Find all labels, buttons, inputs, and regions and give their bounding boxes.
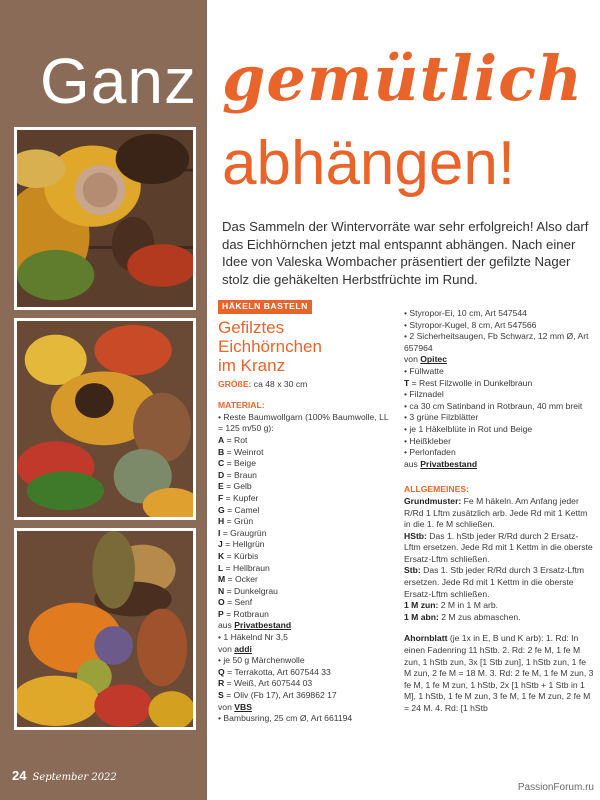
material-label: MATERIAL: xyxy=(218,400,265,411)
page-number: 24 xyxy=(12,768,27,783)
material-key: C xyxy=(218,458,225,469)
instructions-column xyxy=(404,308,594,715)
material-value: = Kürbis xyxy=(224,550,259,561)
material-value: = Hellgrün xyxy=(222,539,265,550)
abn-text: 2 M zus abmaschen. xyxy=(438,611,521,622)
list-item: • je 1 Häkelblüte in Rot und Beige xyxy=(404,423,533,434)
material-key: E xyxy=(218,481,224,492)
brand-addi: addi xyxy=(234,643,252,654)
intro-paragraph: Das Sammeln der Wintervorräte war sehr erfolgreich! Also darf das Eichhörnchen jetzt mal entspannt abhängen. Nach einer Idee von Valeska Wombacher präsentiert der gefilzte Nager stolz die gehäkelten Herbstfrüchte im Rund. xyxy=(222,219,589,287)
source-line xyxy=(218,644,390,656)
ahornblatt-text: (je 1x in E, B und K arb): 1. Rd: In einen Fadenring 11 hStb. 2. Rd: 2 fe M, 1 fe M zun, 1 hStb zun, 3x [1 Stb zun], 1 hStb zun, 1 fe M zun, 2 fe M = 18 M. 3. Rd: 2 fe M, 1 fe M zun, 3 fe M, 1 fe M zun, 1 hStb, 2x [1 hStb + 1 Stb in 1 M], 1 hStb, 1 fe M zun, 3 fe M, 1 fe M zun, 2 fe M = 24 M. 4. Rd: [1 hStb xyxy=(404,633,594,713)
ahornblatt-label: Ahornblatt xyxy=(404,633,448,644)
stb-label: Stb: xyxy=(404,565,421,576)
headline-ganz: Ganz xyxy=(40,45,197,117)
material-row xyxy=(218,586,390,598)
wool-colors-list xyxy=(218,667,390,702)
zun-text: 2 M in 1 M arb. xyxy=(438,600,499,611)
brand-vbs: VBS xyxy=(234,701,252,712)
photo-sunflower-wreath xyxy=(14,127,196,310)
material-row xyxy=(218,481,390,493)
t-key: T xyxy=(404,377,410,388)
material-row xyxy=(218,667,390,679)
material-value: = Hellbraun xyxy=(223,562,270,573)
aus-text: aus xyxy=(218,620,235,631)
abn-label: 1 M abn: xyxy=(404,611,439,622)
material-value: = Ocker xyxy=(225,574,258,585)
material-row xyxy=(218,597,390,609)
material-key: J xyxy=(218,539,223,550)
size-line xyxy=(218,379,390,391)
material-key: Q xyxy=(218,666,225,677)
wool-line: • je 50 g Märchenwolle xyxy=(218,655,305,666)
material-key: F xyxy=(218,492,224,503)
size-label: GRÖßE: xyxy=(218,378,252,389)
material-key: D xyxy=(218,469,225,480)
watermark: PassionForum.ru xyxy=(517,782,594,793)
yarn-colors-list xyxy=(218,435,390,621)
grundmuster-label: Grundmuster: xyxy=(404,495,462,506)
material-key: N xyxy=(218,585,225,596)
photo-acorns-wreath xyxy=(14,528,196,730)
materials-list-1 xyxy=(404,308,594,354)
brand-opitec: Opitec xyxy=(420,354,447,365)
list-item: • 2 Sicherheitsaugen, Fb Schwarz, 12 mm Ø, Art 657964 xyxy=(404,331,589,353)
material-row xyxy=(218,539,390,551)
size-value: ca 48 x 30 cm xyxy=(251,378,308,389)
material-row xyxy=(218,516,390,528)
t-line xyxy=(404,378,594,390)
material-key: G xyxy=(218,504,225,515)
von-text: von xyxy=(218,701,235,712)
material-value: = Kupfer xyxy=(223,492,259,503)
material-value: = Terrakotta, Art 607544 33 xyxy=(224,666,331,677)
material-value: = Grün xyxy=(224,516,254,527)
material-value: = Camel xyxy=(224,504,260,515)
material-value: = Weinrot xyxy=(224,446,264,457)
stb-text: Das 1. Stb jeder R/Rd durch 3 Ersatz-Lftm ersetzen. Jede Rd mit 1 Kettm in die oberste Ersatz-Lftm schließen. xyxy=(404,565,585,599)
material-row xyxy=(218,505,390,517)
t-value: = Rest Filzwolle in Dunkelbraun xyxy=(409,377,533,388)
title-line-2: Eichhörnchen xyxy=(218,336,322,356)
material-row xyxy=(218,563,390,575)
grundmuster-text: Fe M häkeln. Am Anfang jeder R/Rd 1 Lftm zusätzlich arb. Jede Rd mit 1 Kettm in die 1. fe M schließen. xyxy=(404,495,588,530)
von-text: von xyxy=(218,643,235,654)
material-row xyxy=(218,528,390,540)
material-value: = Graugrün xyxy=(220,527,267,538)
material-key: M xyxy=(218,574,226,585)
photo-leaves-wreath xyxy=(14,318,196,520)
material-key: A xyxy=(218,434,225,445)
aus-text: aus xyxy=(404,458,421,469)
category-tag: HÄKELN BASTELN xyxy=(218,300,312,314)
material-value: = Weiß, Art 607544 03 xyxy=(224,678,313,689)
abn-paragraph xyxy=(404,612,594,624)
grundmuster-paragraph xyxy=(404,496,594,531)
material-row xyxy=(218,493,390,505)
material-key: P xyxy=(218,608,224,619)
material-intro: • Reste Baumwollgarn (100% Baumwolle, LL = 125 m/50 g): xyxy=(218,411,389,434)
list-item: • 3 grüne Filzblätter xyxy=(404,412,479,423)
privatbestand-label: Privatbestand xyxy=(234,620,292,631)
material-value: = Beige xyxy=(224,458,256,469)
material-value: = Rotbraun xyxy=(223,608,269,619)
material-value: = Oliv (Fb 17), Art 369862 17 xyxy=(223,690,337,701)
privatbestand-label: Privatbestand xyxy=(420,458,478,469)
material-row xyxy=(218,609,390,621)
title-line-1: Gefilztes xyxy=(218,317,285,337)
headline-gemuetlich: gemütlich xyxy=(222,42,584,115)
material-key: R xyxy=(218,678,225,689)
headline-abhaengen: abhängen! xyxy=(222,129,516,198)
page-footer xyxy=(12,768,117,783)
material-key: L xyxy=(218,562,224,573)
project-title xyxy=(218,318,390,375)
issue-month: September 2022 xyxy=(32,772,117,783)
list-item: • Heißkleber xyxy=(404,435,451,446)
hook-line: • 1 Häkelnd Nr 3,5 xyxy=(218,632,288,643)
materials-column xyxy=(218,300,390,725)
list-item: • Filznadel xyxy=(404,389,444,400)
list-item: • Perlonfaden xyxy=(404,447,456,458)
material-value: = Senf xyxy=(224,597,253,608)
material-row xyxy=(218,458,390,470)
material-row xyxy=(218,447,390,459)
material-value: = Braun xyxy=(224,469,257,480)
material-key: I xyxy=(218,527,221,538)
material-key: H xyxy=(218,516,225,527)
material-row xyxy=(218,690,390,702)
material-row xyxy=(218,678,390,690)
source-line xyxy=(218,702,390,714)
ahornblatt-paragraph xyxy=(404,633,594,714)
zun-paragraph xyxy=(404,600,594,612)
hstb-label: HStb: xyxy=(404,530,427,541)
general-label: ALLGEMEINES: xyxy=(404,484,469,495)
fuellwatte-line: • Füllwatte xyxy=(404,365,444,376)
title-line-3: im Kranz xyxy=(218,355,286,375)
hstb-paragraph xyxy=(404,531,594,566)
source-line xyxy=(404,459,594,471)
material-key: K xyxy=(218,550,225,561)
list-item: • ca 30 cm Satinband in Rotbraun, 40 mm breit xyxy=(404,400,583,411)
list-item: • Styropor-Kugel, 8 cm, Art 547566 xyxy=(404,319,537,330)
material-key: S xyxy=(218,690,224,701)
von-text: von xyxy=(404,354,421,365)
list-item: • Styropor-Ei, 10 cm, Art 547544 xyxy=(404,308,527,318)
ring-line: • Bambusring, 25 cm Ø, Art 661194 xyxy=(218,713,353,724)
material-row xyxy=(218,470,390,482)
material-row xyxy=(218,574,390,586)
zun-label: 1 M zun: xyxy=(404,600,439,611)
materials-list-2 xyxy=(404,389,594,459)
hstb-text: Das 1. hStb jeder R/Rd durch 2 Ersatz-Lftm ersetzen. Jede Rd mit 1 Kettm in die oberste Ersatz-Lftm schließen. xyxy=(404,530,593,564)
material-key: O xyxy=(218,597,225,608)
material-value: = Gelb xyxy=(223,481,252,492)
material-row xyxy=(218,551,390,563)
stb-paragraph xyxy=(404,565,594,600)
source-line xyxy=(218,620,390,632)
material-key: B xyxy=(218,446,225,457)
material-value: = Rot xyxy=(224,434,248,445)
material-row xyxy=(218,435,390,447)
material-value: = Dunkelgrau xyxy=(224,585,278,596)
source-line xyxy=(404,354,594,366)
